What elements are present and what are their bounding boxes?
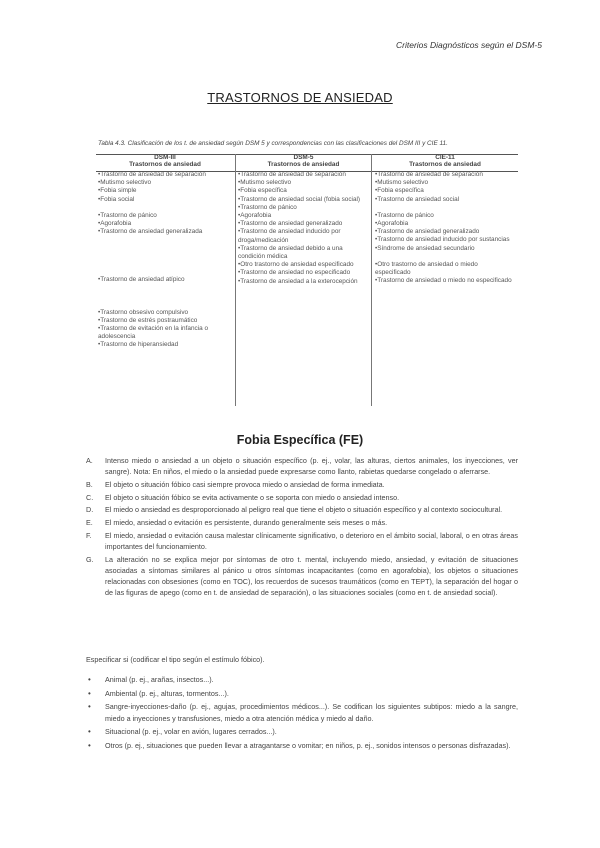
bullet-icon: • xyxy=(88,740,91,750)
subtype-item xyxy=(86,726,518,738)
column-subtitle: Trastornos de ansiedad xyxy=(129,161,201,168)
criterion-text: El miedo, ansiedad o evitación causa malestar clínicamente significativo, o deterioro en el ámbito social, laboral, o en otras áreas importantes del funcionamiento. xyxy=(105,530,518,551)
table-cell-item: •Fobia simple xyxy=(98,187,137,195)
spacer xyxy=(98,244,232,252)
table-cell-item: •Trastorno de ansiedad inducido por droga/medicación xyxy=(238,228,341,244)
comparison-table xyxy=(96,154,518,406)
criterion-item xyxy=(86,492,518,503)
table-caption: Tabla 4.3. Clasificación de los t. de ansiedad según DSM 5 y correspondencias con las clasificaciones del DSM III y CIE 11. xyxy=(98,140,448,147)
spacer xyxy=(98,268,232,276)
criterion-text: Intenso miedo o ansiedad a un objeto o situación específico (p. ej., volar, las alturas, ciertos animales, los inyecciones, ver sangre). Nota: En niños, el miedo o la ansiedad puede expresarse como llanto, rabietas quedarse congelado o aferrarse. xyxy=(105,456,518,477)
bullet-icon: • xyxy=(88,675,91,684)
column-subtitle: Trastornos de ansiedad xyxy=(267,161,340,168)
column-items xyxy=(375,171,515,285)
criterion-text: El objeto o situación fóbico se evita activamente o se soporta con miedo o ansiedad intenso. xyxy=(105,492,400,502)
criterion-item xyxy=(86,504,518,515)
criterion-letter: F. xyxy=(86,530,92,540)
table-cell-item: •Trastorno de ansiedad generalizado xyxy=(238,220,343,228)
table-cell-item: •Síndrome de ansiedad secundario xyxy=(375,244,475,252)
criterion-item xyxy=(86,554,518,599)
table-cell-item: •Trastorno de ansiedad de separación xyxy=(98,171,206,178)
spacer xyxy=(375,204,515,212)
column-title: DSM-III xyxy=(154,154,176,161)
table-cell-item: •Mutismo selectivo xyxy=(238,179,292,187)
criterion-text: El miedo, ansiedad o evitación es persistente, durando generalmente seis meses o más. xyxy=(105,518,388,528)
subtype-text: Otros (p. ej., situaciones que pueden llevar a atragantarse o vomitar; en niños, p. ej., sonidos intensos o personas disfrazadas). xyxy=(105,740,511,750)
table-cell-item: •Trastorno de ansiedad inducido por sustancias xyxy=(375,236,510,244)
table-cell-item: •Trastorno de estrés postraumático xyxy=(98,316,198,324)
spacer xyxy=(98,293,232,301)
table-column-dsm5 xyxy=(238,154,369,286)
criteria-list xyxy=(86,455,518,600)
subtype-text: Ambiental (p. ej., alturas, tormentos...). xyxy=(105,688,229,698)
criterion-text: La alteración no se explica mejor por síntomas de otro t. mental, incluyendo miedo, ansiedad, y evitación de situaciones asociadas a síntomas similares al pánico u otros síntomas incapacitantes (como en agorafobia), los objetos o situaciones relacionadas con obsesiones (como en TOC), los recuerdos de sucesos traumáticos (como en TEPT), la separación del hogar o de las figuras de apego (como en t. de ansiedad de separación), o las situaciones sociales (como en t. de ansiedad social). xyxy=(105,554,518,598)
table-cell-item: •Fobia específica xyxy=(375,187,424,195)
table-cell-item: •Trastorno de ansiedad generalizado xyxy=(375,228,480,236)
specify-line: Especificar si (codificar el tipo según el estímulo fóbico). xyxy=(86,655,265,664)
subtype-list xyxy=(86,674,518,753)
column-items xyxy=(238,171,369,286)
table-cell-item: •Trastorno de ansiedad debido a una condición médica xyxy=(238,244,343,261)
table-column-dsm3 xyxy=(98,154,232,350)
criterion-item xyxy=(86,479,518,490)
table-cell-item: •Mutismo selectivo xyxy=(98,179,152,187)
table-divider-2 xyxy=(371,154,372,406)
table-cell-item: •Fobia social xyxy=(98,195,135,203)
column-items xyxy=(98,171,232,350)
spacer xyxy=(98,204,232,212)
table-cell-item: •Trastorno de ansiedad de separación xyxy=(375,171,483,178)
column-heading xyxy=(238,154,369,168)
criterion-letter: E. xyxy=(86,518,93,528)
table-cell-item: •Otro trastorno de ansiedad o miedo especificado xyxy=(375,260,478,277)
table-cell-item: •Trastorno de evitación en la infancia o adolescencia xyxy=(98,325,208,341)
table-cell-item: •Agorafobia xyxy=(238,212,272,220)
table-cell-item: •Mutismo selectivo xyxy=(375,179,429,187)
subtype-item xyxy=(86,688,518,700)
table-cell-item: •Trastorno de ansiedad social xyxy=(375,195,460,203)
criterion-item xyxy=(86,517,518,528)
spacer xyxy=(98,285,232,293)
subtype-item xyxy=(86,740,518,752)
table-cell-item: •Trastorno de hiperansiedad xyxy=(98,341,179,349)
criterion-letter: D. xyxy=(86,505,94,515)
table-cell-item: •Otro trastorno de ansiedad especificado xyxy=(238,261,354,269)
column-title: CIE-11 xyxy=(435,154,455,161)
bullet-icon: • xyxy=(88,702,91,711)
criterion-item xyxy=(86,455,518,477)
table-divider-1 xyxy=(235,154,236,406)
table-cell-item: •Trastorno de pánico xyxy=(375,211,434,219)
criterion-letter: C. xyxy=(86,492,94,502)
page-title: TRASTORNOS DE ANSIEDAD xyxy=(207,90,393,105)
table-cell-item: •Trastorno de ansiedad o miedo no especificado xyxy=(375,277,512,285)
spacer xyxy=(98,236,232,244)
table-cell-item: •Trastorno de ansiedad generalizada xyxy=(98,228,203,236)
criterion-letter: G. xyxy=(86,554,94,564)
spacer xyxy=(98,260,232,268)
table-cell-item: •Trastorno de ansiedad atípico xyxy=(98,276,185,284)
criterion-item xyxy=(86,530,518,552)
table-cell-item: •Trastorno de ansiedad no especificado xyxy=(238,269,351,277)
table-cell-item: •Agorafobia xyxy=(375,220,409,228)
running-header: Criterios Diagnósticos según el DSM-5 xyxy=(396,40,542,50)
spacer xyxy=(98,301,232,309)
table-cell-item: •Trastorno obsesivo compulsivo xyxy=(98,308,189,316)
bullet-icon: • xyxy=(88,688,91,698)
table-column-cie11 xyxy=(375,154,515,285)
table-cell-item: •Trastorno de pánico xyxy=(98,211,157,219)
table-cell-item: •Fobia específica xyxy=(238,187,287,195)
column-heading xyxy=(98,154,232,168)
column-title: DSM-5 xyxy=(293,154,314,161)
table-cell-item: •Agorafobia xyxy=(98,220,132,228)
subtype-text: Situacional (p. ej., volar en avión, lugares cerrados...). xyxy=(105,727,277,736)
spacer xyxy=(98,252,232,260)
section-title: Fobia Específica (FE) xyxy=(236,433,364,447)
subtype-item xyxy=(86,674,518,686)
criterion-text: El miedo o ansiedad es desproporcionado al peligro real que tiene el objeto o situación específico y al contexto sociocultural. xyxy=(105,505,503,515)
spacer xyxy=(375,253,515,261)
column-heading xyxy=(375,154,515,168)
table-cell-item: •Trastorno de ansiedad a la exterocepción xyxy=(238,277,358,285)
table-cell-item: •Trastorno de ansiedad social (fobia social) xyxy=(238,195,361,203)
subtype-text: Sangre-inyecciones-daño (p. ej., agujas, procedimientos médicos...). Se codifican los siguientes subtipos: miedo a la sangre, miedo a inyecciones y transfusiones, miedo a otra atención médica y miedo al daño. xyxy=(105,702,518,723)
table-cell-item: •Trastorno de ansiedad de separación xyxy=(238,171,346,178)
column-subtitle: Trastornos de ansiedad xyxy=(409,161,481,168)
subtype-text: Animal (p. ej., arañas, insectos...). xyxy=(105,675,214,684)
bullet-icon: • xyxy=(88,727,91,736)
criterion-letter: A. xyxy=(86,456,93,465)
table-cell-item: •Trastorno de pánico xyxy=(238,203,297,211)
criterion-text: El objeto o situación fóbico casi siempre provoca miedo o ansiedad de forma inmediata. xyxy=(105,479,385,489)
criterion-letter: B. xyxy=(86,479,93,489)
subtype-item xyxy=(86,701,518,724)
